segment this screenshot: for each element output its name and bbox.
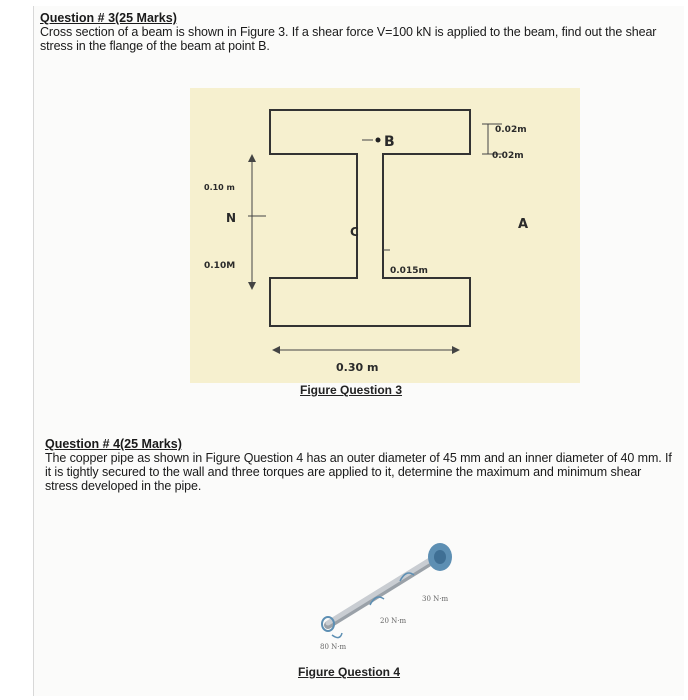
label-point-a: A [518, 217, 529, 232]
height-dim-arrow-top [248, 154, 256, 162]
figure-4-pipe [310, 535, 470, 655]
point-b-marker [376, 138, 381, 143]
label-flange-offset: 0.02m [492, 151, 524, 161]
width-dim-arrow-left [272, 346, 280, 354]
torque-label-20: 20 N·m [380, 617, 407, 625]
label-centroid: C [350, 225, 359, 239]
label-neutral-axis: N [226, 211, 237, 225]
height-dim-arrow-bottom [248, 282, 256, 290]
question-3-text: Cross section of a beam is shown in Figure 3. If a shear force V=100 kN is applied to the beam, find out the shear stress in the flange of the beam at point B. [40, 25, 657, 53]
width-dim-arrow-right [452, 346, 460, 354]
torque-arc-3 [332, 633, 342, 638]
torque-label-80: 80 N·m [320, 643, 347, 651]
beam-section-drawing [190, 88, 580, 383]
figure-4-caption: Figure Question 4 [298, 665, 401, 679]
torque-label-30: 30 N·m [422, 595, 449, 603]
label-point-b: B [384, 134, 395, 150]
question-4-text: The copper pipe as shown in Figure Question 4 has an outer diameter of 45 mm and an inner diameter of 40 mm. If it is tightly secured to the wall and three torques are applied to it, determine the maximum and minimum shear stress developed in the pipe. [45, 451, 672, 493]
label-web-thickness: 0.015m [390, 266, 428, 276]
figure-3-caption: Figure Question 3 [300, 383, 403, 397]
pipe-body [328, 555, 438, 623]
wall-flange-hub [434, 550, 446, 564]
question-3-heading: Question # 3(25 Marks) [40, 11, 177, 25]
label-flange-width: 0.30 m [336, 361, 379, 374]
label-lower-height: 0.10M [204, 261, 236, 271]
question-3 [40, 11, 670, 53]
question-4-heading: Question # 4(25 Marks) [45, 437, 182, 451]
question-4 [45, 437, 675, 493]
label-flange-thickness: 0.02m [495, 125, 527, 135]
beam-outline [270, 110, 470, 326]
pipe-drawing [310, 535, 470, 655]
figure-3-beam-section [190, 88, 580, 383]
label-upper-height: 0.10 m [204, 183, 235, 192]
